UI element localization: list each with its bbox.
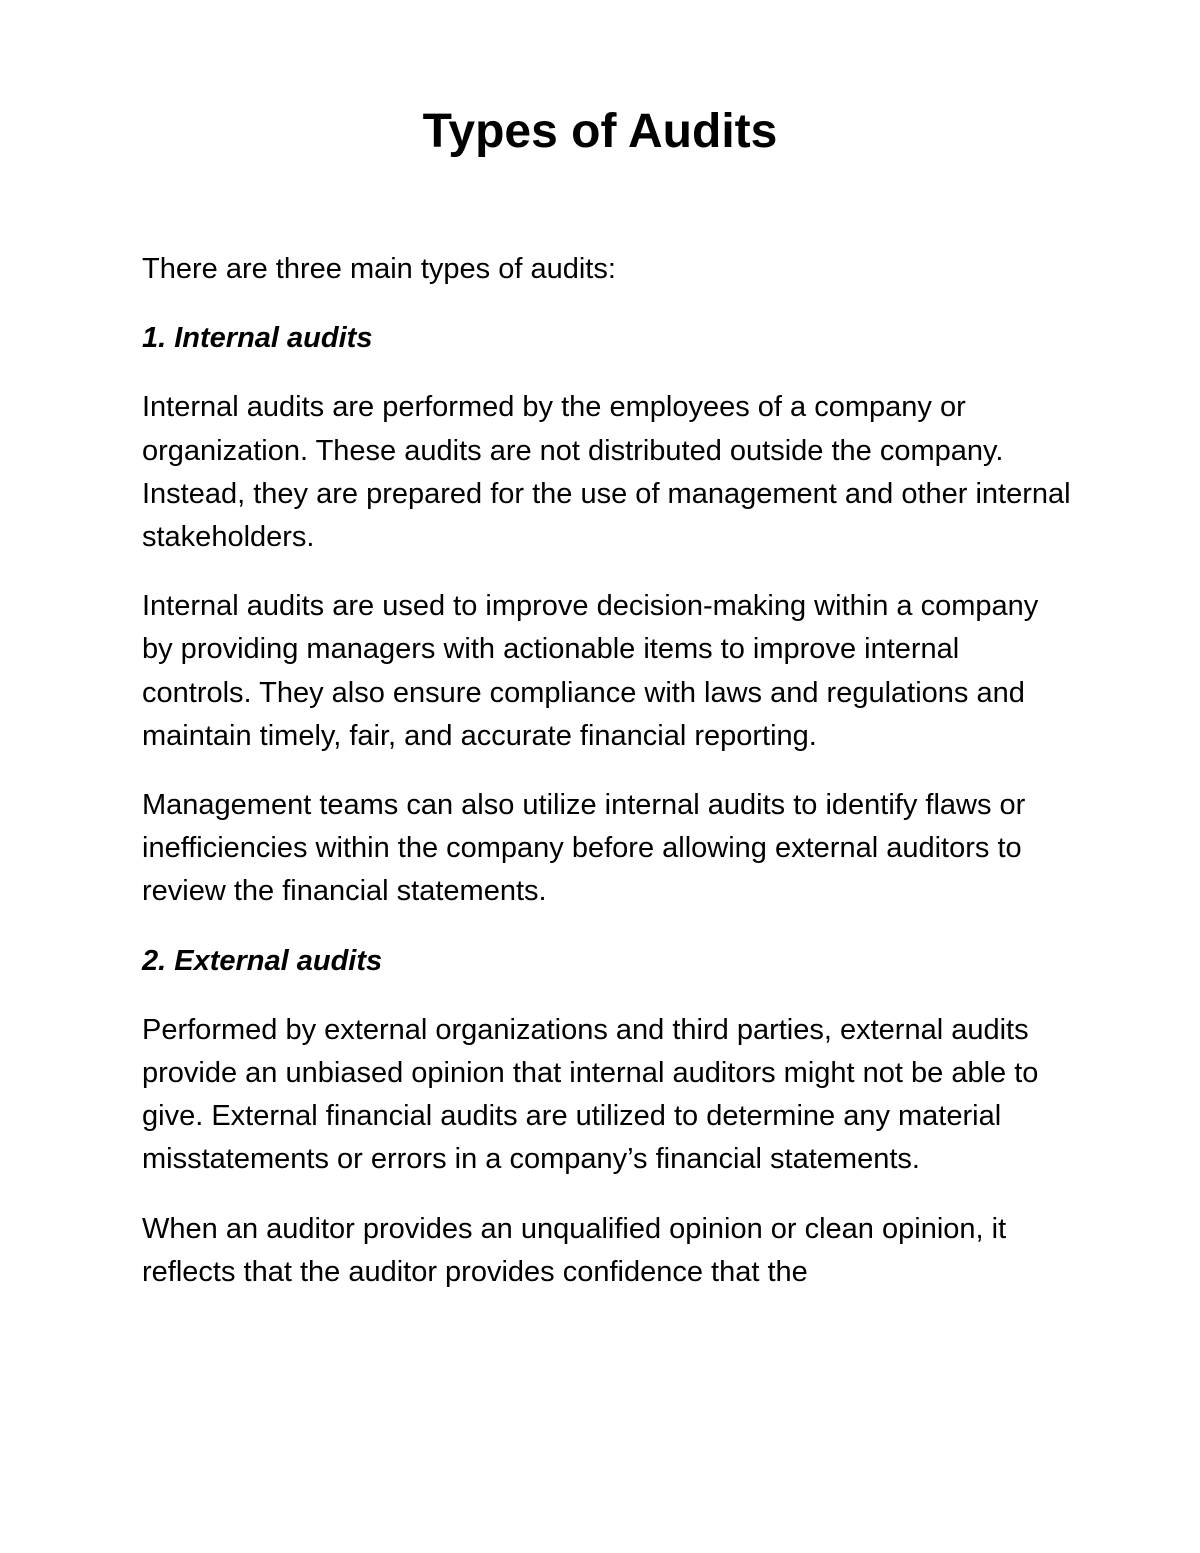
paragraph: When an auditor provides an unqualified opinion or clean opinion, it reflects that the auditor provides confidence that the: [142, 1212, 1007, 1288]
page-title: Types of Audits: [422, 105, 778, 158]
document-body: [142, 248, 1072, 1320]
section-heading-external-audits: 2. External audits: [142, 944, 383, 977]
paragraph: Internal audits are performed by the employees of a company or organization. These audits are not distributed outside the company. Instead, they are prepared for the use of management and other internal stakeholders.: [142, 391, 1071, 554]
intro-paragraph: There are three main types of audits:: [142, 253, 616, 285]
paragraph: Internal audits are used to improve decision-making within a company by providing managers with actionable items to improve internal controls. They also ensure compliance with laws and regulations and maintain timely, fair, and accurate financial reporting.: [142, 590, 1039, 752]
paragraph: Performed by external organizations and third parties, external audits provide an unbiased opinion that internal auditors might not be able to give. External financial audits are utilized to determine any material misstatements or errors in a company’s financial statements.: [142, 1013, 1039, 1176]
paragraph: Management teams can also utilize internal audits to identify flaws or inefficiencies within the company before allowing external auditors to review the financial statements.: [142, 789, 1026, 908]
section-heading-internal-audits: 1. Internal audits: [142, 322, 373, 355]
